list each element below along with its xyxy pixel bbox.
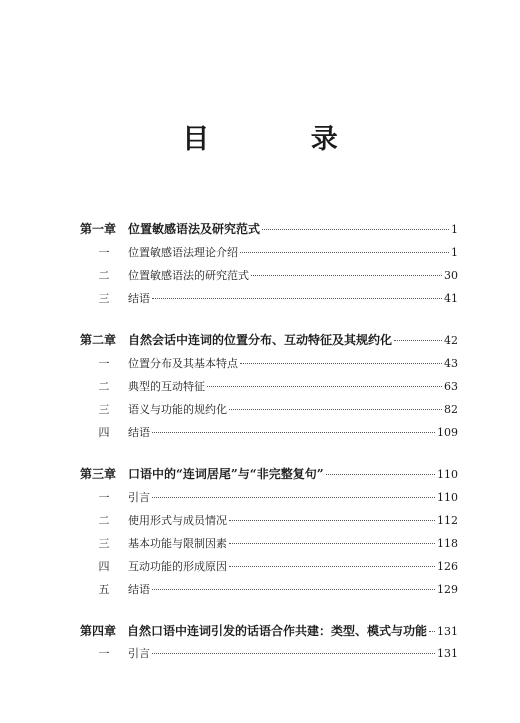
section-number: 二 xyxy=(98,380,110,393)
dot-leader xyxy=(152,432,435,433)
page-number: 41 xyxy=(444,292,458,305)
dot-leader xyxy=(152,298,442,299)
section-number: 三 xyxy=(98,403,110,416)
toc-section[interactable] xyxy=(80,489,458,507)
page-title: 目 录 xyxy=(182,124,384,155)
section-title: 使用形式与成员情况 xyxy=(128,514,227,527)
section-title: 基本功能与限制因素 xyxy=(128,537,227,550)
dot-leader xyxy=(207,386,442,387)
page-number: 1 xyxy=(451,223,458,236)
section-number: 一 xyxy=(98,246,110,259)
page-number: 1 xyxy=(451,246,458,259)
dot-leader xyxy=(229,543,435,544)
toc-chapter-3[interactable] xyxy=(80,465,458,483)
page-number: 82 xyxy=(444,403,458,416)
chapter-number: 第四章 xyxy=(80,624,117,638)
section-title: 结语 xyxy=(128,292,150,305)
chapter-title: 自然会话中连词的位置分布、互动特征及其规约化 xyxy=(128,333,393,347)
section-number: 二 xyxy=(98,514,110,527)
dot-leader xyxy=(152,653,435,654)
page-number: 43 xyxy=(444,357,458,370)
dot-leader xyxy=(229,409,442,410)
toc-section[interactable] xyxy=(80,244,458,262)
page-number: 112 xyxy=(437,514,458,527)
page-number: 110 xyxy=(437,468,458,481)
section-number: 一 xyxy=(98,491,110,504)
toc-section[interactable] xyxy=(80,355,458,373)
chapter-title: 位置敏感语法及研究范式 xyxy=(128,222,261,236)
toc-section[interactable] xyxy=(80,290,458,308)
toc-chapter-2[interactable] xyxy=(80,331,458,349)
section-title: 引言 xyxy=(128,647,150,660)
page-number: 42 xyxy=(444,334,458,347)
section-title: 典型的互动特征 xyxy=(128,380,205,393)
section-number: 一 xyxy=(98,647,110,660)
dot-leader xyxy=(394,340,442,341)
section-number: 三 xyxy=(98,292,110,305)
page-number: 109 xyxy=(437,426,458,439)
section-title: 引言 xyxy=(128,491,150,504)
page-number: 131 xyxy=(437,625,458,638)
dot-leader xyxy=(152,589,435,590)
section-number: 四 xyxy=(98,426,110,439)
toc-section[interactable] xyxy=(80,558,458,576)
toc-section[interactable] xyxy=(80,378,458,396)
dot-leader xyxy=(229,566,435,567)
toc-section[interactable] xyxy=(80,535,458,553)
toc-section[interactable] xyxy=(80,581,458,599)
chapter-title: 自然口语中连词引发的话语合作共建：类型、模式与功能 xyxy=(126,624,427,638)
page-number: 126 xyxy=(437,560,458,573)
chapter-title: 口语中的“连词居尾”与“非完整复句” xyxy=(128,467,324,481)
dot-leader xyxy=(429,631,435,632)
section-number: 三 xyxy=(98,537,110,550)
chapter-number: 第三章 xyxy=(80,467,117,481)
section-title: 位置敏感语法的研究范式 xyxy=(128,269,249,282)
page-number: 110 xyxy=(437,491,458,504)
section-number: 二 xyxy=(98,269,110,282)
dot-leader xyxy=(262,229,449,230)
section-number: 四 xyxy=(98,560,110,573)
toc-chapter-1[interactable] xyxy=(80,220,458,238)
dot-leader xyxy=(152,497,435,498)
toc-section[interactable] xyxy=(80,512,458,530)
section-title: 结语 xyxy=(128,583,150,596)
section-number: 一 xyxy=(98,357,110,370)
dot-leader xyxy=(229,520,435,521)
section-title: 语义与功能的规约化 xyxy=(128,403,227,416)
toc-section[interactable] xyxy=(80,645,458,663)
toc-chapter-4[interactable] xyxy=(80,622,458,640)
dot-leader xyxy=(240,363,442,364)
page-number: 131 xyxy=(437,647,458,660)
toc-section[interactable] xyxy=(80,401,458,419)
dot-leader xyxy=(251,275,442,276)
dot-leader xyxy=(240,252,449,253)
section-title: 结语 xyxy=(128,426,150,439)
toc-section[interactable] xyxy=(80,424,458,442)
dot-leader xyxy=(326,474,435,475)
section-title: 互动功能的形成原因 xyxy=(128,560,227,573)
page-number: 118 xyxy=(437,537,458,550)
page-number: 30 xyxy=(444,269,458,282)
section-title: 位置敏感语法理论介绍 xyxy=(128,246,238,259)
toc-section[interactable] xyxy=(80,267,458,285)
page-number: 129 xyxy=(437,583,458,596)
page-number: 63 xyxy=(444,380,458,393)
section-number: 五 xyxy=(98,583,110,596)
section-title: 位置分布及其基本特点 xyxy=(128,357,238,370)
chapter-number: 第一章 xyxy=(80,222,117,236)
chapter-number: 第二章 xyxy=(80,333,117,347)
